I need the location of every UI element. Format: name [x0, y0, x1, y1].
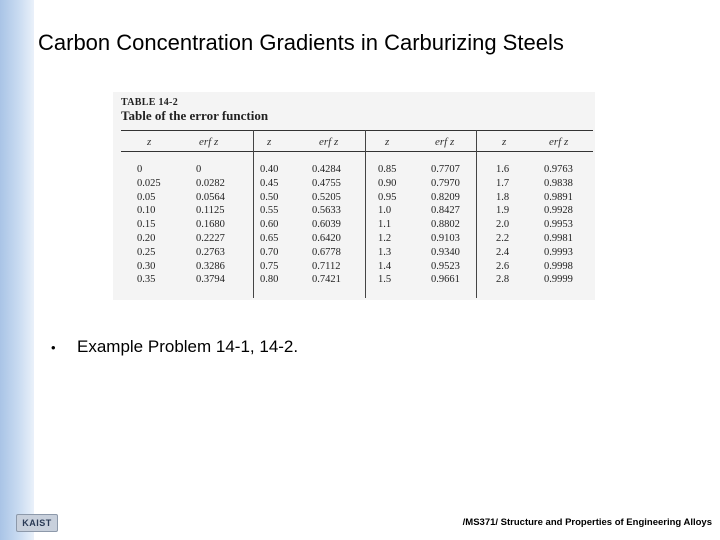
table-cell: 0.90: [378, 177, 397, 189]
table-cell: 0.9928: [544, 205, 573, 217]
table-cell: 1.3: [378, 246, 392, 258]
table-cell: 0: [137, 164, 143, 175]
table-cell: 0.2227: [196, 232, 225, 244]
table-cell: 0.9999: [544, 274, 573, 286]
header-erf-1: erf z: [199, 136, 219, 148]
table-cell: 0.5205: [312, 191, 341, 203]
col-z-3: [378, 163, 396, 287]
table-cell: 0.9103: [431, 232, 460, 244]
table-cell: 0.9953: [544, 219, 573, 231]
table-cell: 1.5: [378, 274, 392, 286]
table-cell: 0.4755: [312, 177, 341, 189]
bullet-marker: •: [51, 340, 56, 355]
table-cell: 0.50: [260, 191, 279, 203]
table-cell: 2.4: [496, 246, 510, 258]
col-z-2: [260, 163, 278, 287]
table-cell: 0.8802: [431, 219, 460, 231]
table-cell: 0.60: [260, 219, 279, 231]
table-cell: 0.6778: [312, 246, 341, 258]
header-z-3: z: [385, 136, 390, 148]
bullet-text: Example Problem 14-1, 14-2.: [77, 337, 299, 356]
table-cell: 0.1680: [196, 219, 225, 231]
kaist-logo: KAIST: [16, 514, 58, 532]
table-cell: 1.2: [378, 232, 392, 244]
table-cell: 0.05: [137, 191, 156, 203]
table-cell: 0.9523: [431, 260, 460, 272]
table-cell: 2.8: [496, 274, 510, 286]
table-cell: 0: [196, 164, 202, 175]
table-cell: 0.9838: [544, 177, 573, 189]
header-z-2: z: [267, 136, 272, 148]
table-cell: 1.8: [496, 191, 510, 203]
table-caption: TABLE 14-2: [121, 97, 178, 108]
table-header-rule: [121, 151, 593, 152]
table-cell: 0.95: [378, 191, 397, 203]
col-erf-1: [196, 163, 225, 287]
header-erf-2: erf z: [319, 136, 339, 148]
table-divider-1: [253, 130, 254, 298]
table-cell: 2.2: [496, 232, 510, 244]
table-cell: 0.9981: [544, 232, 573, 244]
col-erf-3: [431, 163, 460, 287]
error-function-table: [113, 92, 595, 300]
table-cell: 0.0564: [196, 191, 225, 203]
table-cell: 0.55: [260, 205, 279, 217]
table-cell: 0.9661: [431, 274, 460, 286]
table-cell: 0.70: [260, 246, 279, 258]
table-cell: 0.9340: [431, 246, 460, 258]
col-erf-2: [312, 163, 341, 287]
table-divider-2: [365, 130, 366, 298]
table-cell: 0.3286: [196, 260, 225, 272]
table-cell: 1.0: [378, 205, 392, 217]
header-z-1: z: [147, 136, 152, 148]
table-cell: 0.9998: [544, 260, 573, 272]
table-title: Table of the error function: [121, 108, 269, 123]
table-cell: 1.7: [496, 177, 510, 189]
table-cell: 2.0: [496, 219, 510, 231]
table-cell: 1.1: [378, 219, 392, 231]
col-erf-4: [544, 163, 573, 287]
table-cell: 0.4284: [312, 164, 341, 175]
footer-course-label: /MS371/ Structure and Properties of Engineering Alloys: [462, 517, 712, 528]
slide-title: Carbon Concentration Gradients in Carburizing Steels: [38, 30, 564, 55]
table-cell: 0.025: [137, 177, 161, 189]
table-cell: 0.25: [137, 246, 156, 258]
table-top-rule: [121, 130, 593, 131]
col-z-1: [137, 163, 161, 287]
table-cell: 0.20: [137, 232, 156, 244]
table-cell: 0.6420: [312, 232, 341, 244]
table-cell: 0.7970: [431, 177, 460, 189]
table-cell: 0.65: [260, 232, 279, 244]
table-cell: 0.8427: [431, 205, 460, 217]
header-z-4: z: [502, 136, 507, 148]
table-cell: 0.8209: [431, 191, 460, 203]
col-z-4: [496, 163, 509, 287]
table-cell: 0.3794: [196, 274, 225, 286]
table-cell: 0.6039: [312, 219, 341, 231]
table-cell: 0.85: [378, 164, 397, 175]
table-cell: 0.9891: [544, 191, 573, 203]
table-cell: 0.2763: [196, 246, 225, 258]
table-cell: 0.7421: [312, 274, 341, 286]
table-cell: 0.35: [137, 274, 156, 286]
table-cell: 0.10: [137, 205, 156, 217]
table-cell: 0.75: [260, 260, 279, 272]
table-cell: 0.45: [260, 177, 279, 189]
table-cell: 0.1125: [196, 205, 225, 217]
table-divider-3: [476, 130, 477, 298]
table-cell: 0.0282: [196, 177, 225, 189]
table-cell: 0.15: [137, 219, 156, 231]
table-cell: 1.9: [496, 205, 510, 217]
table-cell: 0.5633: [312, 205, 341, 217]
left-accent-bar: [0, 0, 34, 540]
table-cell: 0.30: [137, 260, 156, 272]
table-cell: 0.9763: [544, 164, 573, 175]
table-cell: 0.80: [260, 274, 279, 286]
table-cell: 0.40: [260, 164, 279, 175]
table-cell: 0.7707: [431, 164, 460, 175]
table-cell: 0.7112: [312, 260, 341, 272]
header-erf-3: erf z: [435, 136, 455, 148]
table-cell: 0.9993: [544, 246, 573, 258]
table-cell: 1.6: [496, 164, 510, 175]
header-erf-4: erf z: [549, 136, 569, 148]
table-cell: 1.4: [378, 260, 392, 272]
table-cell: 2.6: [496, 260, 510, 272]
